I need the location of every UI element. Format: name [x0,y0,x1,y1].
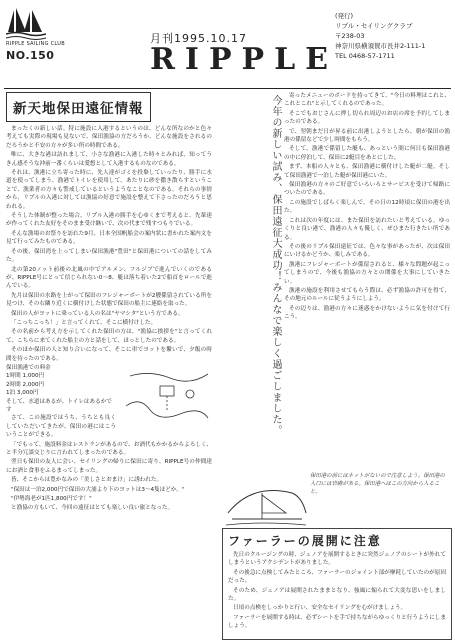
article-paragraph: その名前から考え方を示してくれた保田の方は、"漁協に挨拶を"と言ってくれて、こちらに来てくれた船主の方と話をして、ほっとしたのである。 [6,329,212,344]
right-paragraph: 保田漁港の方々のご好意でいろいろとサービスを受けて帰路についたのである。 [284,182,450,197]
issue-number: NO.150 [6,49,55,62]
second-article-paragraph: ファーラーを展開する時は、必ずシートを手で持ちながらゆっくりと行うようにしましょう。 [228,614,446,630]
article-paragraph: そうした体制が整った場合、リプル入港の勝手を心ゆくまで考えると、先輩達が作ってくれた友好をそのまま受け継いで、次の代まで残すつもりでいる。 [6,213,212,228]
main-article [6,92,212,637]
right-paragraph: で、翌朝まだ日が昇る前に出港しようとしたら、朝が保田の漁港の係留などで少し時間をもらう。 [284,128,450,144]
second-article-paragraph: そのため、ジェノアは展開されたままとなり、強風に煽られて大変な思いをしました。 [228,587,446,603]
article-paragraph: まったくの新しい話。特に施設に入港するというのは、どんな所なのかと色々考えても実際の現場も見ないで、保田漁協の方だろうか、どんな施設をされるのだろうかと不安の方々が多い所の時間である。 [6,126,212,149]
article-paragraph: そんな漁場のお祭りを訪れた9月、日本全国帆船会の案内状に書かれた案内文を見て行ってみたものである。 [6,230,212,246]
fee-item: 2時間 2,000円 [6,381,45,388]
article-paragraph: そのほか保田の人と知り合いになって、そこに車でヨットを繋いで、夕飯の時間を待ったのである。 [6,347,212,362]
right-paragraph: この施設でしばらく楽しんで、その日の12時頃に保田の港を出た。 [284,199,450,215]
fee-item: 1時間 1,000円 [6,373,45,380]
article-paragraph: その後、保田湾を上ってしまい保田漁港"豊田"と保田港についての話をしてみた。 [6,248,212,264]
right-paragraph: これは次の年度には、また保田を訪れたいと考えている。ゆっくりと良い港で、漁港の人々も優しく、ぜひまた行きたい所である。 [284,217,450,241]
right-paragraph: そして、漁港で係留した艇も、あっという間に何日も保田漁港の中に停泊して、保田に2艇目をあとにした。 [284,146,450,161]
article-paragraph: 翌日も保田の友人に会い、セイリングの帰りに保田に寄り、RIPPLE号の仲間達にお酒と食事をふるまってしまった。 [6,459,212,474]
right-paragraph: そこでもおじさんに押し切られ周辺のお店の席を予約してしまったのである。 [284,110,450,126]
club-logo [6,6,65,62]
second-article-headline: ファーラーの展開に注意 [228,534,382,548]
publisher-info [335,11,425,61]
fee-note: そして、水道はあるが、トイレはあるかです [6,398,112,413]
club-name: RIPPLE SAILING CLUB [6,41,65,47]
article-paragraph: 皆、そこからは豊かなみの「美しさとおまけ」に誘われた。 [11,477,163,484]
publisher-role: (発行) [335,12,354,20]
right-paragraph: まず、本船の人々とも、保田漁港に横付けした艇が二艇。そして保田漁港で一泊した艇が保田港にいた。 [284,164,450,179]
article-paragraph: さて、この施設ではうち、うちとも良くしていただいてきたが、保田の港にはこういうことができる。 [6,415,116,439]
second-article-paragraph: 日頃の点検をしっかりと行い、安全なセイリングを心がけましょう。 [233,605,407,612]
publisher-address: 神奈川県横須賀市長井2-111-1 [335,42,426,50]
article-paragraph: 唯に、大きな港は訪れまして、小さな漁港に入港した時々とみれば、知ってうきん感そうな沖前一番くらいは愛想として入港するものなのである。 [6,152,212,167]
right-column-body [284,92,450,322]
harbor-map-icon [120,366,212,436]
sketch-caption: 保田港の前にはネットがないので注意しよう。保田港の入口には岩礁がある。保田港へはこの方向から入ること。 [310,473,445,495]
fee-item: 1泊 3,000円 [6,390,39,397]
fee-heading: 保田漁港での料金 [6,364,51,371]
article-paragraph: 先月は保田の水路を上がって保田のフレジャーボートが2艘係留されている所を見つけ、その右隣り近くに横付けした状態で保田の船主に連絡を取った。 [6,292,212,308]
second-article-paragraph: 先日のクルージングの時、ジェノアを展開するときに突然ジェノアのシートが外れてしまうというアクシデントがありました。 [228,552,446,567]
publisher-tel: TEL 0468-57-1711 [335,52,395,60]
sailboat-logo-icon [6,6,46,40]
header-divider [4,88,451,89]
second-article [222,528,452,640]
article-paragraph: 保田の人がヨットに乗っている人の名は"ヤマシタ"という方である。 [11,310,184,317]
article-paragraph: と漁協の方もいて、今回の遠征はとても楽しい良い旅となった。 [11,505,174,512]
issue-date: 月刊1995.10.17 [150,32,247,45]
newsletter-title: RIPPLE [150,42,339,77]
article-body [6,125,212,363]
publisher-postal: 〒238-03 [335,32,365,40]
article-paragraph: "保田は一泊2,000円で保田の大浦より下のヨットは3～4隻ほどか。" [11,486,185,493]
right-paragraph: 漁港にフレジャーボートが係留されると、様々な問題が起こってしまうので、今後も漁協の方々との関係を大事にしていきたい。 [284,261,450,285]
article-paragraph: 「でもって、施設料金はレストランがあるので、お酒代もかかるからよろしく、と半分冗談交じりに言われてしまったのである。 [6,441,212,457]
article-paragraph: 北の第20ノット前後の北風の中でアルメン、フルジブで進んでいくのであるが、RIPPLE号にとって信じられない0～8、艇は落ち着いた2で船首をロールで進んでいる。 [6,266,212,290]
article-headline: 新天地保田遠征情報 [6,92,151,122]
second-article-paragraph: その後急に点検してみたところ、ファーラーのジョイント部が摩耗していたのが原因だった。 [228,569,446,585]
handwritten-vertical-note: 今年の新しい試み、保田遠征大成功！みんなで楽しく過ごしました。 [270,95,281,436]
right-paragraph: その辺りは、漁港の方々に迷惑をかけないように気を付けて行こう。 [284,305,450,321]
second-article-body [223,551,451,631]
right-paragraph: その後のリプル保田遠征では、色々な事があったが、次は保田にいけるかどうか、楽しみである。 [284,243,450,259]
article-paragraph: "伊勢海老が1匹1,800円です！" [11,496,92,503]
fee-block [6,364,212,414]
article-paragraph: 「こっちこっち！」と言ってくれて、そこに横付けした。 [11,319,157,326]
publisher-name: リプル・セイリングクラブ [335,22,413,30]
right-paragraph: 寄ったメニューのボードを持ってきて、"今日の料理はこれと、これとこれ"と示してくれるのであった。 [284,93,450,108]
article-paragraph: それは、漁港に立ち寄った時に、先人達がゴミを投棄していったり、勝手に水道を使ってしまう、漁港でトイレを使用して、あたりに砂を撒き散らすということで、漁業者の方々も警戒しているというようなことなのである。それらの事情から、リプルの入港に対しては漁協の好意で施設を整えて下さったのだろうと思われる。 [6,170,212,210]
right-paragraph: 漁港の施設を利用させてもらう際は、必ず漁協の許可を得て、その地元のルールに従うようにしよう。 [284,287,450,303]
